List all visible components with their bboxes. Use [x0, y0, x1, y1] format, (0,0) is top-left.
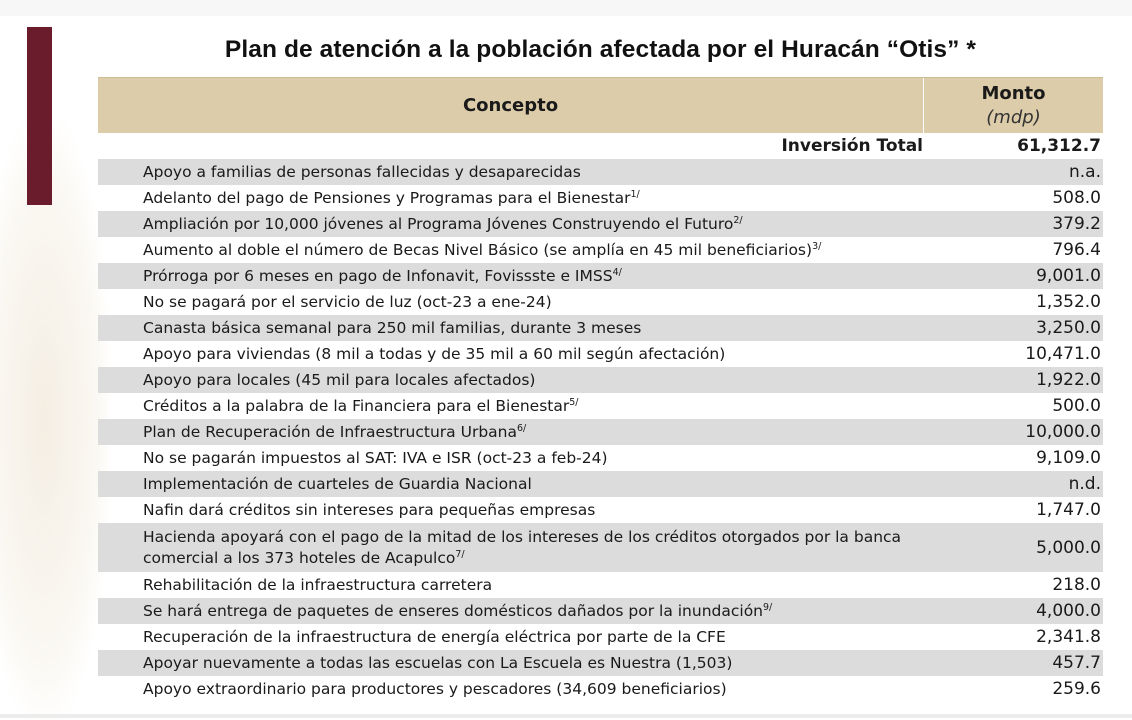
row-amount: 1,352.0: [1036, 292, 1101, 312]
background-ornament: [0, 120, 110, 720]
row-concept: Se hará entrega de paquetes de enseres domésticos dañados por la inundación: [143, 601, 763, 620]
table-body: [98, 159, 1103, 702]
table-row: [98, 211, 1103, 237]
bottom-rule: [0, 714, 1132, 718]
row-concept-cell: [98, 653, 923, 674]
footnote-marker: 9/: [763, 601, 773, 613]
row-amount: 796.4: [1052, 240, 1101, 260]
table-row: [98, 445, 1103, 471]
row-amount: 2,341.8: [1036, 627, 1101, 647]
total-row: [98, 133, 1103, 159]
row-amount: 379.2: [1052, 214, 1101, 234]
row-amount: 5,000.0: [1036, 537, 1101, 558]
row-concept-cell: [98, 266, 923, 287]
row-amount: 10,471.0: [1025, 344, 1101, 364]
row-concept: Implementación de cuarteles de Guardia Nacional: [143, 474, 532, 493]
row-concept-cell: [98, 474, 923, 495]
footnote-marker: 7/: [455, 548, 465, 560]
row-amount: 259.6: [1052, 679, 1101, 699]
row-concept-cell: [98, 396, 923, 417]
footnote-marker: 5/: [569, 396, 579, 408]
row-amount: n.d.: [1068, 474, 1101, 494]
row-amount: 508.0: [1052, 188, 1101, 208]
row-concept: Apoyo a familias de personas fallecidas y desaparecidas: [143, 162, 581, 181]
table-row: [98, 572, 1103, 598]
row-concept-cell: [98, 240, 923, 261]
row-concept: No se pagará por el servicio de luz (oct-23 a ene-24): [143, 292, 552, 311]
row-concept-cell: [98, 318, 923, 339]
table-row: [98, 263, 1103, 289]
table-row: [98, 419, 1103, 445]
row-concept-cell: [98, 422, 923, 443]
top-strip: [0, 0, 1132, 16]
row-concept-cell: [98, 344, 923, 365]
table-row: [98, 341, 1103, 367]
row-amount: 10,000.0: [1025, 422, 1101, 442]
footnote-marker: 6/: [516, 422, 527, 434]
header-concept: Concepto: [98, 78, 924, 133]
row-concept-cell: [98, 214, 923, 235]
row-concept-cell: [98, 601, 923, 622]
row-concept-cell: [98, 627, 923, 648]
row-amount: 3,250.0: [1036, 318, 1101, 338]
row-concept-cell: [98, 162, 923, 183]
row-concept-cell: [98, 448, 923, 469]
table-row: [98, 237, 1103, 263]
row-amount: 9,001.0: [1036, 266, 1101, 286]
table-row: [98, 650, 1103, 676]
row-concept: Nafin dará créditos sin intereses para pequeñas empresas: [143, 500, 596, 519]
footnote-marker: 4/: [612, 266, 622, 278]
row-amount: n.a.: [1069, 162, 1101, 182]
row-concept: Recuperación de la infraestructura de energía eléctrica por parte de la CFE: [143, 627, 726, 646]
table-row: [98, 471, 1103, 497]
table-row: [98, 159, 1103, 185]
accent-bar: [27, 27, 52, 205]
table-row: [98, 676, 1103, 702]
page-title: Plan de atención a la población afectada por el Huracán “Otis” *: [224, 36, 977, 63]
row-concept-cell: [98, 679, 923, 700]
row-concept-cell: [98, 370, 923, 391]
row-concept-cell: [98, 188, 923, 209]
row-concept: Apoyo extraordinario para productores y pescadores (34,609 beneficiarios): [143, 679, 727, 698]
total-label: Inversión Total: [781, 135, 923, 156]
row-concept: Rehabilitación de la infraestructura carretera: [143, 575, 493, 594]
footnote-marker: 3/: [812, 240, 822, 252]
row-amount: 1,747.0: [1036, 500, 1101, 520]
row-concept: No se pagarán impuestos al SAT: IVA e ISR (oct-23 a feb-24): [143, 448, 608, 467]
row-concept: Ampliación por 10,000 jóvenes al Programa Jóvenes Construyendo el Futuro: [143, 214, 734, 233]
row-concept: Prórroga por 6 meses en pago de Infonavit, Fovissste e IMSS: [143, 266, 613, 285]
row-concept: Créditos a la palabra de la Financiera para el Bienestar: [143, 396, 570, 415]
table-row: [98, 624, 1103, 650]
row-amount: 218.0: [1052, 575, 1101, 595]
row-concept-cell: [98, 527, 923, 569]
table-header: [98, 77, 1103, 133]
row-amount: 1,922.0: [1036, 370, 1101, 390]
footnote-marker: 1/: [630, 188, 640, 200]
header-amount-cell: [924, 78, 1103, 133]
row-concept: Aumento al doble el número de Becas Nivel Básico (se amplía en 45 mil beneficiarios): [143, 240, 813, 259]
row-concept-cell: [98, 292, 923, 313]
table-row: [98, 289, 1103, 315]
table-row: [98, 523, 1103, 572]
row-concept-cell: [98, 575, 923, 596]
table-row: [98, 497, 1103, 523]
row-concept: Canasta básica semanal para 250 mil familias, durante 3 meses: [143, 318, 642, 337]
header-amount: Monto: [981, 82, 1046, 104]
table-row: [98, 393, 1103, 419]
row-amount: 457.7: [1052, 653, 1101, 673]
row-concept: Plan de Recuperación de Infraestructura Urbana: [143, 422, 517, 441]
row-concept: Adelanto del pago de Pensiones y Programas para el Bienestar: [143, 188, 631, 207]
row-concept: Apoyo para viviendas (8 mil a todas y de 35 mil a 60 mil según afectación): [143, 344, 726, 363]
table-row: [98, 367, 1103, 393]
row-amount: 4,000.0: [1036, 601, 1101, 621]
row-amount: 9,109.0: [1036, 448, 1101, 468]
table-row: [98, 598, 1103, 624]
row-concept: Apoyar nuevamente a todas las escuelas con La Escuela es Nuestra (1,503): [143, 653, 733, 672]
table-row: [98, 185, 1103, 211]
footnote-marker: 2/: [733, 214, 743, 226]
row-concept: Hacienda apoyará con el pago de la mitad de los intereses de los créditos otorgados por la banca comercial a los 373 hoteles de Acapulco: [143, 527, 902, 567]
total-value: 61,312.7: [1017, 136, 1101, 156]
investment-table: [98, 77, 1103, 702]
header-unit: (mdp): [986, 106, 1041, 128]
row-amount: 500.0: [1052, 396, 1101, 416]
row-concept: Apoyo para locales (45 mil para locales afectados): [143, 370, 536, 389]
table-row: [98, 315, 1103, 341]
row-concept-cell: [98, 500, 923, 521]
